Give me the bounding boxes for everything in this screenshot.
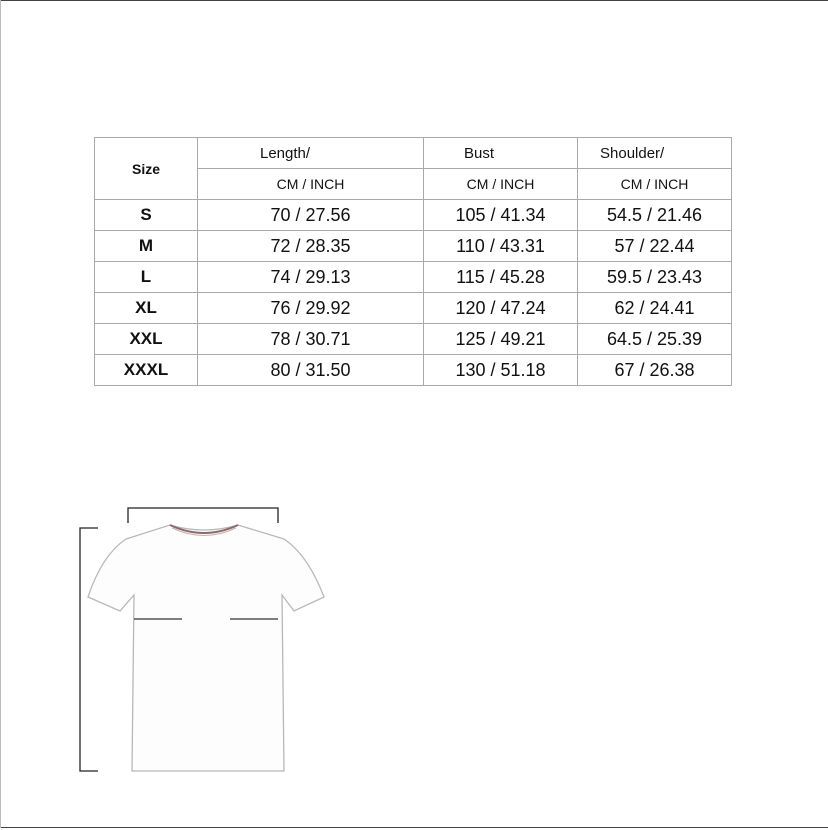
length-cell: 80 / 31.50 bbox=[198, 355, 424, 386]
table-row bbox=[95, 200, 732, 231]
length-header: Length/ bbox=[198, 138, 424, 169]
shoulder-cell: 54.5 / 21.46 bbox=[578, 200, 732, 231]
table-row bbox=[95, 262, 732, 293]
length-unit: CM / INCH bbox=[198, 169, 424, 200]
shoulder-bracket bbox=[128, 508, 278, 523]
t-shirt-diagram bbox=[70, 495, 340, 785]
bust-cell: 125 / 49.21 bbox=[424, 324, 578, 355]
size-cell: XL bbox=[95, 293, 198, 324]
bust-cell: 110 / 43.31 bbox=[424, 231, 578, 262]
size-cell: L bbox=[95, 262, 198, 293]
shoulder-cell: 57 / 22.44 bbox=[578, 231, 732, 262]
shoulder-cell: 67 / 26.38 bbox=[578, 355, 732, 386]
shoulder-header: Shoulder/ bbox=[578, 138, 732, 169]
table-row bbox=[95, 231, 732, 262]
size-cell: XXXL bbox=[95, 355, 198, 386]
size-cell: M bbox=[95, 231, 198, 262]
top-border bbox=[0, 0, 828, 1]
length-bracket bbox=[80, 528, 98, 771]
table-row bbox=[95, 355, 732, 386]
bust-cell: 130 / 51.18 bbox=[424, 355, 578, 386]
length-cell: 76 / 29.92 bbox=[198, 293, 424, 324]
size-header: Size bbox=[95, 138, 198, 200]
t-shirt-icon bbox=[70, 495, 340, 785]
left-border bbox=[0, 0, 1, 828]
bust-cell: 115 / 45.28 bbox=[424, 262, 578, 293]
size-chart-table bbox=[94, 137, 732, 386]
length-cell: 78 / 30.71 bbox=[198, 324, 424, 355]
shoulder-unit: CM / INCH bbox=[578, 169, 732, 200]
t-shirt-outline bbox=[88, 525, 324, 771]
length-cell: 72 / 28.35 bbox=[198, 231, 424, 262]
header-row bbox=[95, 138, 732, 169]
bust-cell: 120 / 47.24 bbox=[424, 293, 578, 324]
bust-cell: 105 / 41.34 bbox=[424, 200, 578, 231]
size-cell: XXL bbox=[95, 324, 198, 355]
size-cell: S bbox=[95, 200, 198, 231]
bust-unit: CM / INCH bbox=[424, 169, 578, 200]
length-cell: 70 / 27.56 bbox=[198, 200, 424, 231]
length-cell: 74 / 29.13 bbox=[198, 262, 424, 293]
bottom-border bbox=[0, 827, 828, 828]
table-row bbox=[95, 324, 732, 355]
shoulder-cell: 59.5 / 23.43 bbox=[578, 262, 732, 293]
table-row bbox=[95, 293, 732, 324]
bust-header: Bust bbox=[424, 138, 578, 169]
shoulder-cell: 62 / 24.41 bbox=[578, 293, 732, 324]
shoulder-cell: 64.5 / 25.39 bbox=[578, 324, 732, 355]
